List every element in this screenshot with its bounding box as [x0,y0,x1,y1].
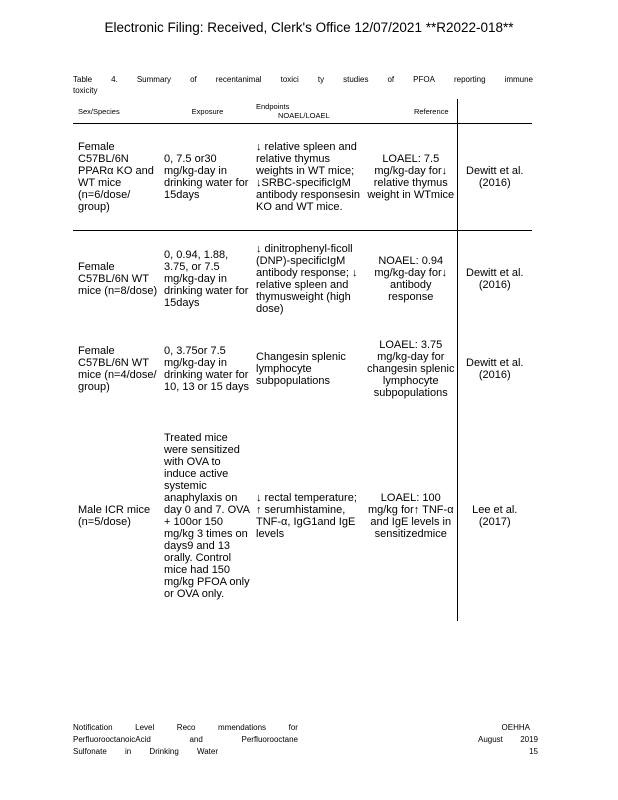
table-row [73,231,532,327]
table-caption [73,74,533,96]
cell-endpoints: Changesin splenic lymphocyte subpopulations [256,350,346,387]
footer-date [478,734,538,746]
footer-word: Notification [73,723,113,732]
cell-species: Female C57BL/6N PPARα KO and WT mice (n=6/dose/ group) [73,124,159,231]
caption-word: of [190,75,197,84]
footer-month: August [478,735,503,744]
cell-endpoints: ↓ relative spleen and relative thymus weights in WT mice; ↓SRBC-specificIgM antibody responsesin KO and WT mice. [251,124,365,231]
footer-word: Level [135,723,155,732]
caption-line-1 [73,74,533,85]
cell-noael: LOAEL: 100 mg/kg for↑ TNF-α and IgE levels in sensitizedmice [365,411,457,621]
footer-word: in [125,747,132,756]
caption-line-2: toxicity [73,86,98,95]
cell-species: Female C57BL/6N WT mice (n=4/dose/ group) [78,344,157,393]
immune-toxicity-table [73,99,532,621]
caption-word: reporting [453,75,486,84]
table-row [73,327,532,411]
footer-word: for [288,723,298,732]
footer-word: Drinking [149,747,179,756]
caption-word: immune [504,75,533,84]
caption-word: Table [73,75,93,84]
header-noael-label: NOAEL/LOAEL [278,111,330,120]
header-reference-label: Reference [413,106,449,116]
cell-noael: NOAEL: 0.94 mg/kg-day for↓ antibody response [365,231,457,327]
footer-org: OEHHA [501,723,530,732]
cell-noael: LOAEL: 7.5 mg/kg-day for↓ relative thymus weight in WTmice [365,124,457,231]
footer-title-line-2 [73,734,298,746]
footer-row-1 [73,722,538,734]
footer-title-line-3 [73,746,218,758]
table-header-row [73,99,532,124]
cell-endpoints: ↓ rectal temperature; ↑ serumhistamine, TNF-α, IgG1and IgE levels [256,491,357,540]
footer-year: 2019 [520,735,538,744]
footer-word: Water [196,747,218,756]
cell-exposure: 0, 0.94, 1.88, 3.75, or 7.5 mg/kg-day in drinking water for 15days [164,248,249,309]
header-endpoints-label: Endpoints [256,102,290,111]
cell-species: Male ICR mice (n=5/dose) [78,503,151,528]
caption-word: 4. [111,75,118,84]
footer-word: PerfluorooctanoicAcid [73,735,151,744]
cell-exposure: 0, 3.75or 7.5 mg/kg-day in drinking water for 10, 13 or 15 days [164,344,250,393]
footer-row-3 [73,746,538,758]
cell-exposure: Treated mice were sensitized with OVA to induce active systemic anaphylaxis on day 0 and 7. OVA + 100or 150 mg/kg 3 times on days9 and 13 orally. Control mice had 150 mg/kg PFOA only or OVA only. [164,431,250,600]
cell-reference: Dewitt et al. (2016) [466,356,524,381]
footer-word: Sulfonate [73,747,107,756]
footer-word: and [189,735,203,744]
footer-row-2 [73,734,538,746]
cell-species: Female C57BL/6N WT mice (n=8/dose) [78,260,158,297]
header-species: Sex/Species [73,99,159,124]
table-row [73,124,532,231]
caption-word: Summary [136,75,172,84]
filing-header: Electronic Filing: Received, Clerk's Office 12/07/2021 **R2022-018** [104,20,514,35]
header-exposure: Exposure [159,99,251,124]
cell-noael: LOAEL: 3.75 mg/kg-day for changesin splenic lymphocyte subpopulations [365,327,457,411]
footer-word: mmendations [218,723,267,732]
cell-exposure: 0, 7.5 or30 mg/kg-day in drinking water for 15days [159,124,251,231]
header-empty [457,99,532,124]
caption-word: recentanimal [215,75,262,84]
header-endpoints [251,99,365,124]
table-row [73,411,532,621]
cell-reference: Lee et al. (2017) [472,503,518,528]
caption-word: PFOA [413,75,435,84]
page-footer [73,722,538,758]
caption-word: toxici [280,75,299,84]
footer-title-line-1 [73,722,298,734]
cell-reference: Dewitt et al. (2016) [457,124,532,231]
page-number: 15 [529,747,538,756]
caption-word: studies [343,75,369,84]
cell-reference: Dewitt et al. (2016) [466,266,524,291]
caption-word: of [387,75,395,84]
footer-word: Reco [176,723,196,732]
caption-word: ty [317,75,325,84]
cell-endpoints: ↓ dinitrophenyl-ficoll (DNP)-specificIgM antibody response; ↓ relative spleen and thymusweight (high dose) [256,242,358,315]
header-reference [365,99,457,124]
footer-word: Perfluorooctane [241,735,298,744]
